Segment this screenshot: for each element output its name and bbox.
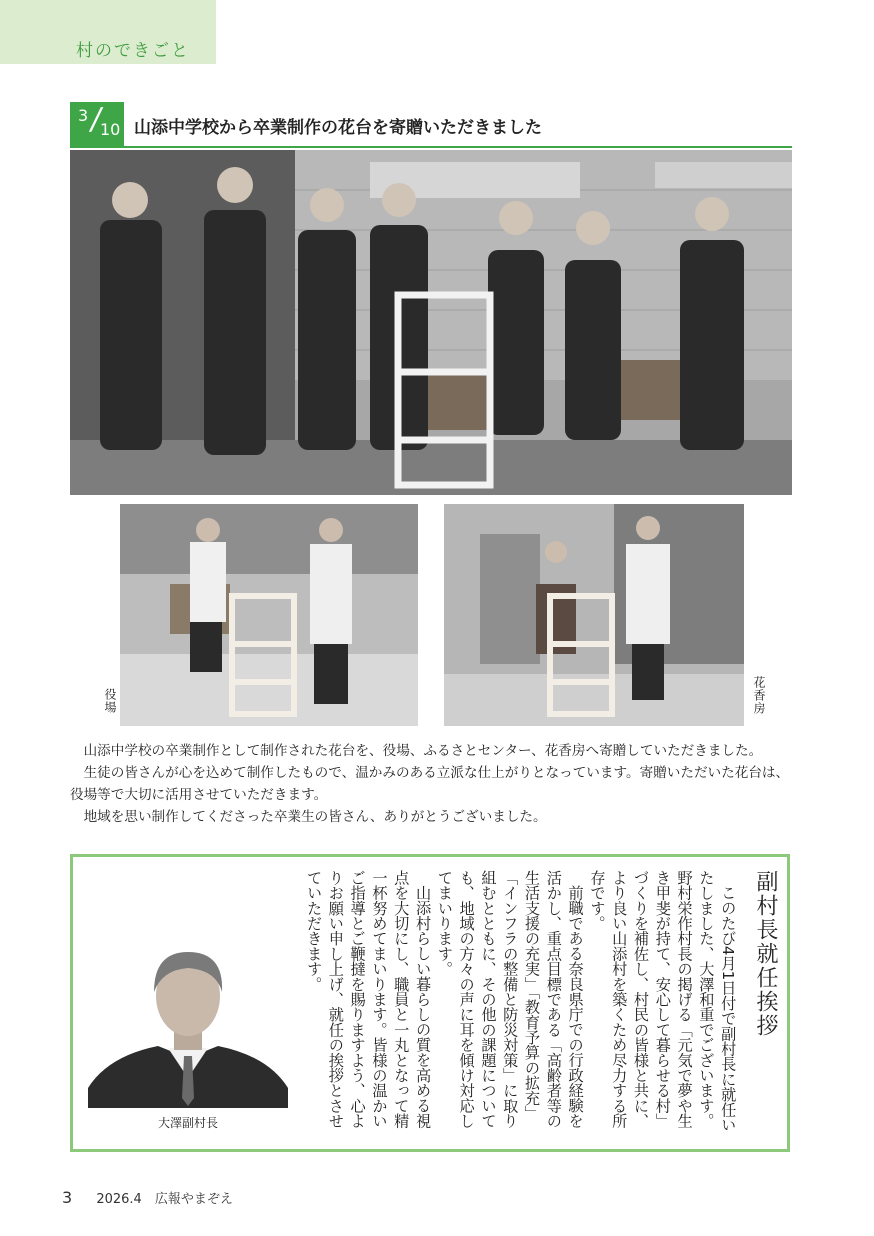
greeting-paragraph-3: 山添村らしい暮らしの質を高める視点を大切にし、職員と一丸となって精一杯努めてまいります。皆様の温かいご指導とご鞭撻を賜りますよう、心よりお願い申し上げ、就任の挨拶とさせていただきます。 [305, 870, 433, 1129]
greeting-paragraph-1: このたび4月1日付で副村長に就任いたしました、大澤和重でございます。野村栄作村長の掲げる「元気で夢や生き甲斐が持て、安心して暮らせる村」づくりを補佐し、村民の皆様と共に、より良い山添村を築くため尽力する所存です。 [588, 870, 738, 1133]
date-month: 3 [78, 106, 89, 125]
page-footer [62, 1188, 233, 1207]
photo-kakoubou [444, 504, 744, 726]
greeting-text [286, 870, 776, 1140]
section-tab [0, 0, 216, 64]
greeting-paragraph-2: 前職である奈良県庁での行政経験を活かし、重点目標である「高齢者等の生活支援の充実」「教育予算の拡充」「インフラの整備と防災対策」に取り組むとともに、その他の課題についても、地域の方々の声に耳を傾け対応してまいります。 [435, 870, 585, 1129]
group-photo [70, 150, 792, 495]
photo-label-kakoubou: 花香房 [752, 676, 766, 715]
date-slash: / [87, 102, 105, 137]
article-paragraph-1: 山添中学校の卒業制作として制作された花台を、役場、ふるさとセンター、花香房へ寄贈していただきました。 [83, 743, 763, 759]
vice-mayor-portrait [88, 938, 288, 1108]
date-day: 10 [100, 120, 121, 139]
article-body [70, 740, 794, 828]
date-badge [70, 102, 124, 146]
greeting-title: 副村長就任挨拶 [753, 870, 778, 1038]
section-tab-label: 村のできごと [76, 41, 190, 61]
article-paragraph-3: 地域を思い制作してくださった卒業生の皆さん、ありがとうございました。 [83, 809, 547, 825]
page-number: 3 [62, 1188, 73, 1207]
article-paragraph-2: 生徒の皆さんが心を込めて制作したもので、温かみのある立派な仕上がりとなっています。寄贈いただいた花台は、役場等で大切に活用させていただきます。 [70, 765, 790, 803]
article-title: 山添中学校から卒業制作の花台を寄贈いただきました [134, 118, 542, 138]
photo-label-yakuba: 役場 [103, 688, 117, 714]
headline-divider [70, 146, 792, 148]
portrait-caption: 大澤副村長 [157, 1116, 218, 1130]
issue-label: 2026.4 広報やまぞえ [96, 1192, 233, 1207]
photo-yakuba [120, 504, 418, 726]
